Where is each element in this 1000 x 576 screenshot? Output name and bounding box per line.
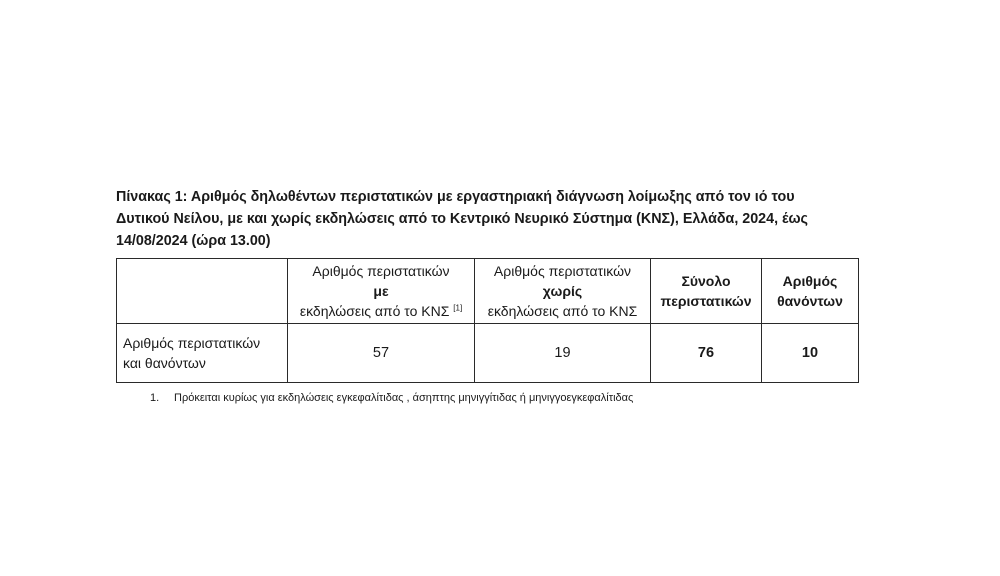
row-label-line2: και θανόντων <box>123 355 206 371</box>
header-deaths-line2: θανόντων <box>777 293 843 309</box>
footnote-number: 1. <box>150 392 160 404</box>
header-total-line2: περιστατικών <box>660 293 752 309</box>
value-without-cns: 19 <box>475 324 651 383</box>
header-with-cns-line1: Αριθμός περιστατικών <box>312 263 450 279</box>
header-with-cns-line3: εκδηλώσεις από το ΚΝΣ <box>299 303 450 319</box>
header-without-cns-line3: εκδηλώσεις από το ΚΝΣ <box>487 303 638 319</box>
header-with-cns-line2: με <box>373 283 389 299</box>
caption-line-1: Πίνακας 1: Αριθμός δηλωθέντων περιστατικών με εργαστηριακή διάγνωση λοίμωξης από τον ιό του <box>116 189 795 205</box>
header-with-cns <box>288 259 475 324</box>
header-deaths-line1: Αριθμός <box>782 273 838 289</box>
caption-line-2: Δυτικού Νείλου, με και χωρίς εκδηλώσεις από το Κεντρικό Νευρικό Σύστημα (ΚΝΣ), Ελλάδα, 2024, έως <box>116 211 808 227</box>
cases-table <box>116 258 859 383</box>
header-without-cns-line2: χωρίς <box>542 283 583 299</box>
table-caption <box>116 186 861 252</box>
header-total-line1: Σύνολο <box>681 273 731 289</box>
table-row <box>117 324 859 383</box>
value-total: 76 <box>651 324 762 383</box>
value-deaths: 10 <box>762 324 859 383</box>
table-header-row <box>117 259 859 324</box>
value-with-cns: 57 <box>288 324 475 383</box>
footnote-reference: [1] <box>453 303 463 313</box>
header-total <box>651 259 762 324</box>
row-label <box>117 324 288 383</box>
caption-line-3: 14/08/2024 (ώρα 13.00) <box>116 233 271 249</box>
header-without-cns-line1: Αριθμός περιστατικών <box>493 263 632 279</box>
footnote-text: Πρόκειται κυρίως για εκδηλώσεις εγκεφαλίτιδας , άσηπτης μηνιγγίτιδας ή μηνιγγοεγκεφαλίτιδας <box>174 392 634 404</box>
header-deaths <box>762 259 859 324</box>
footnote <box>150 391 633 405</box>
header-empty-cell <box>117 259 288 324</box>
row-label-line1: Αριθμός περιστατικών <box>123 335 261 351</box>
header-without-cns <box>475 259 651 324</box>
